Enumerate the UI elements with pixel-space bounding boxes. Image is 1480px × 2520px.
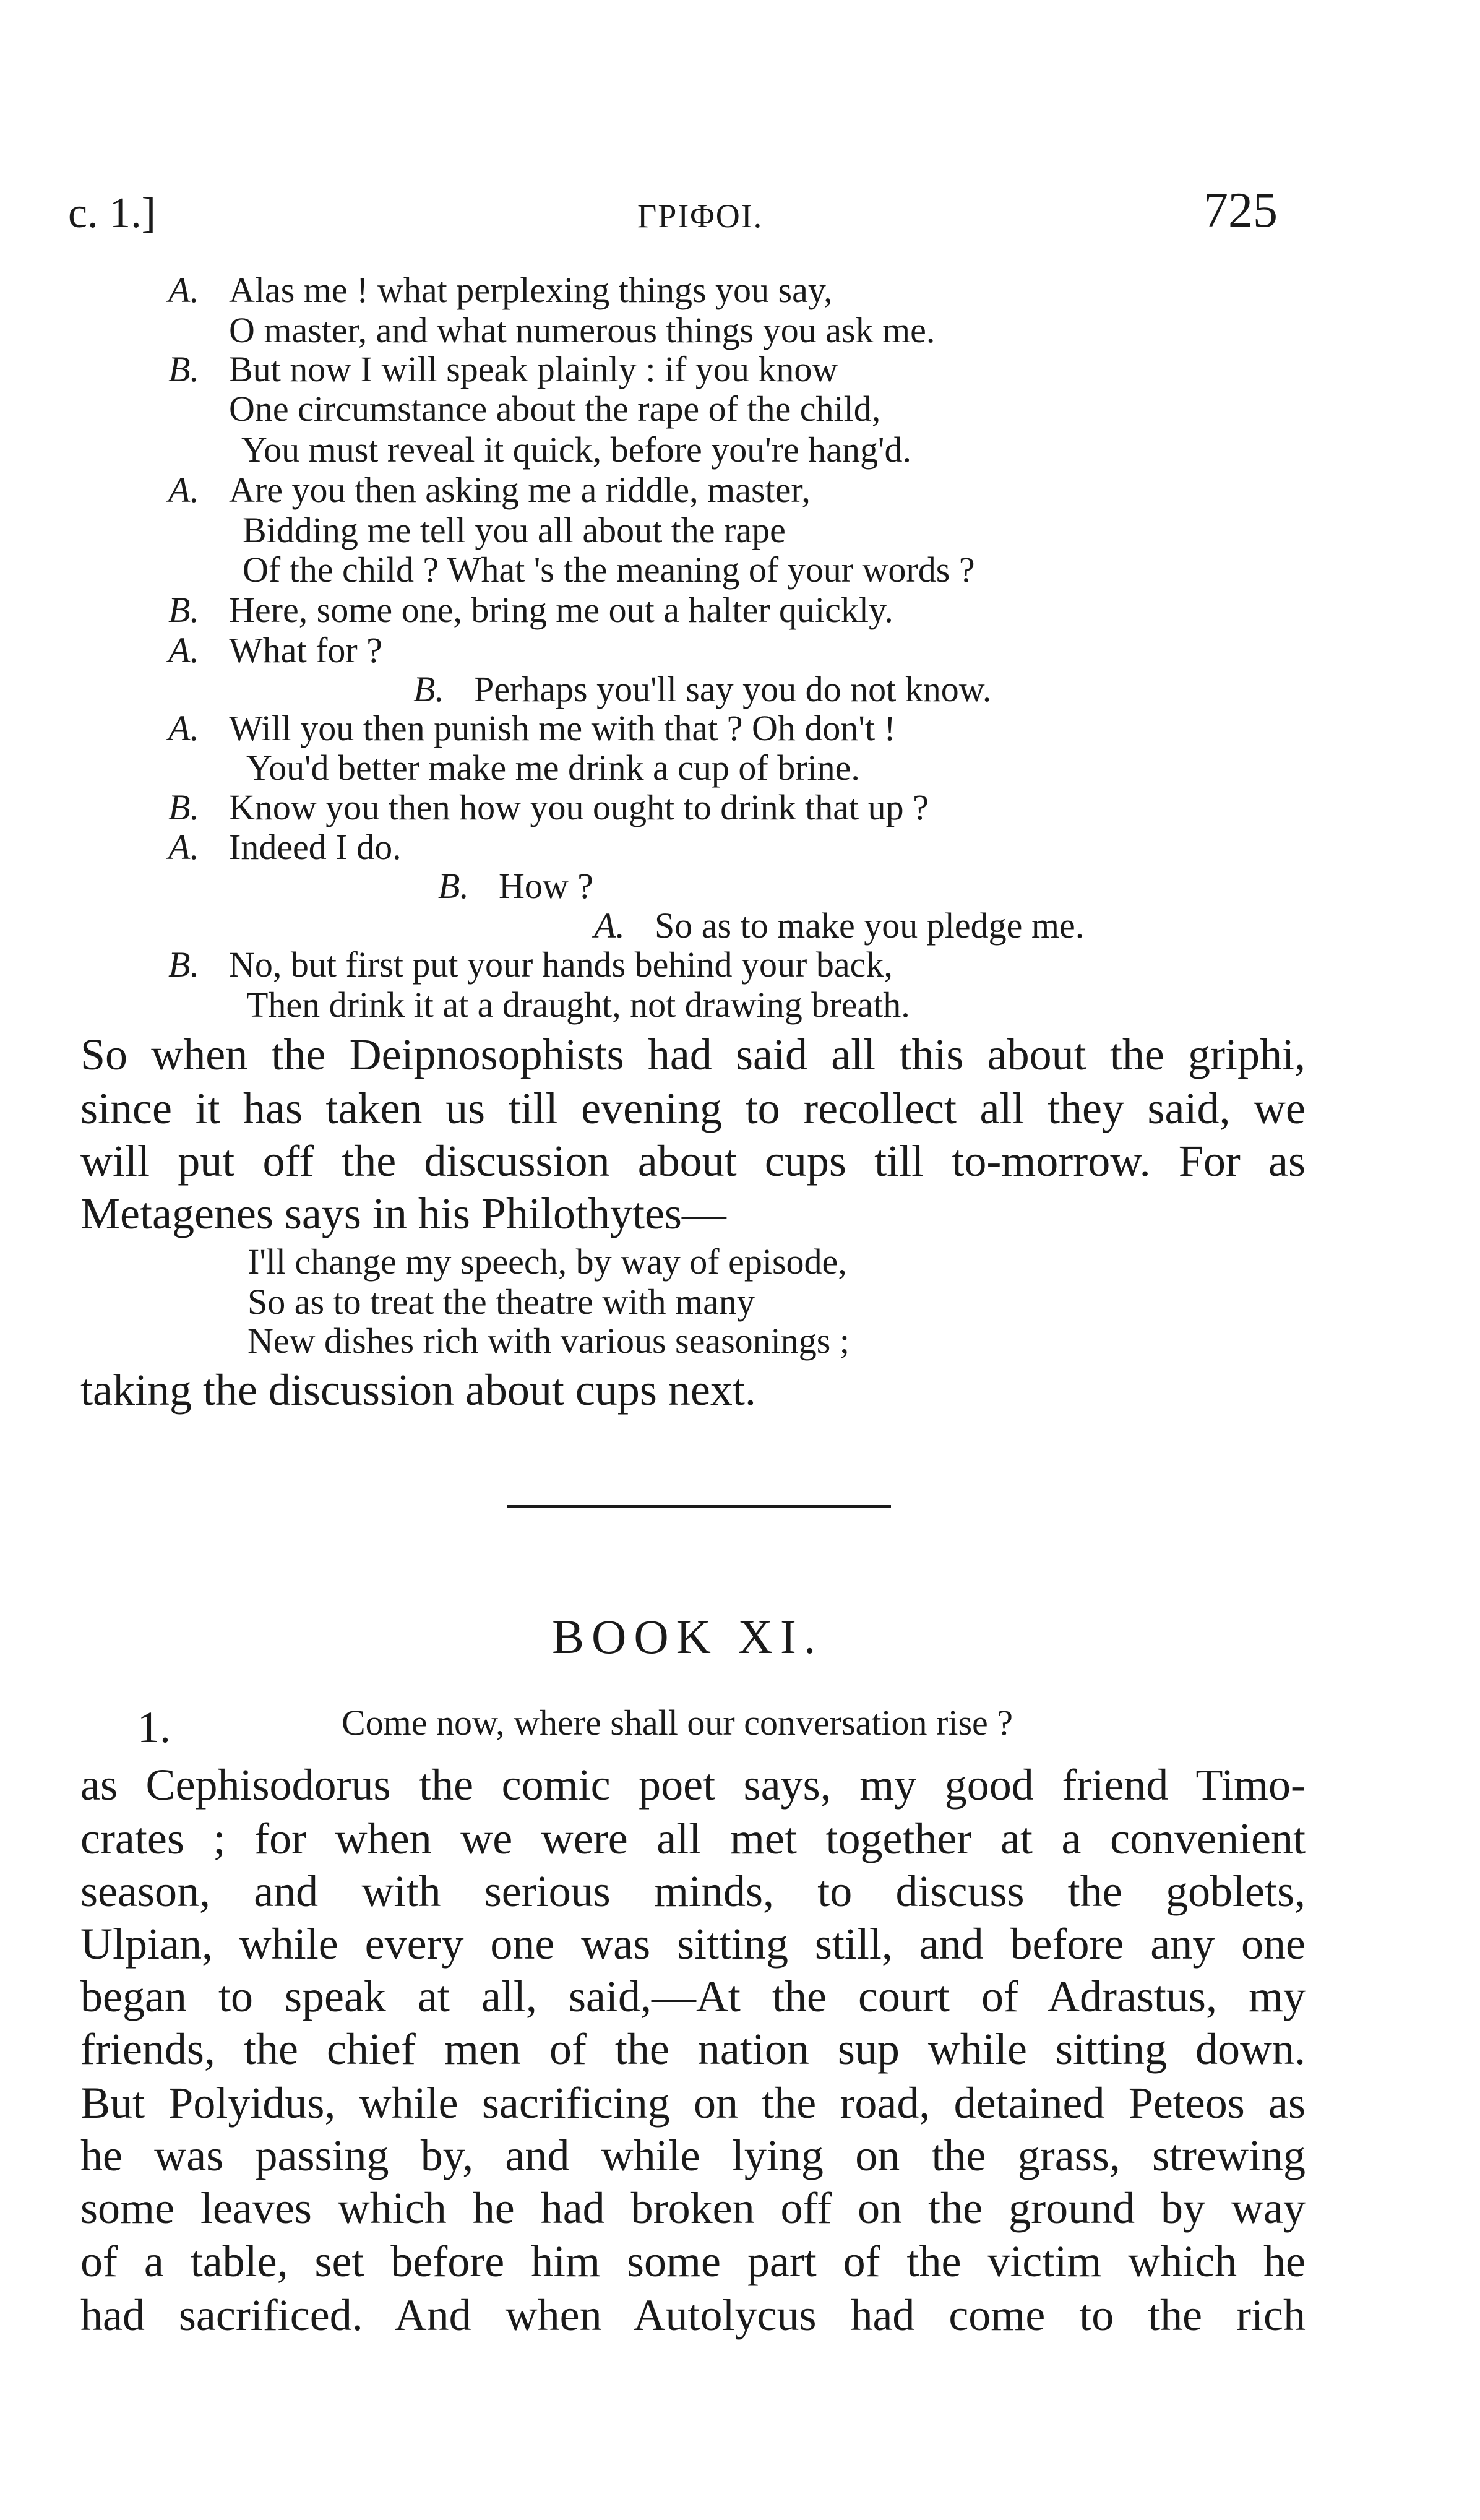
verse-quote-line: I'll change my speech, by way of episode,: [247, 1241, 847, 1282]
dialogue-line: B. How ?: [438, 866, 594, 906]
speaker-label: A.: [168, 470, 199, 510]
section-number: 1.: [137, 1702, 171, 1752]
dialogue-line: Of the child ? What 's the meaning of your words ?: [243, 550, 975, 590]
page-number: 725: [1203, 183, 1278, 238]
dialogue-line: A. Are you then asking me a riddle, master,: [168, 470, 811, 510]
running-head-section: c. 1.]: [68, 189, 156, 237]
dialogue-line: A. Indeed I do.: [168, 827, 402, 867]
speaker-label: A.: [168, 630, 199, 670]
dialogue-line: O master, and what numerous things you ask me.: [229, 310, 936, 350]
prose-line: as Cephisodorus the comic poet says, my good friend Timo-: [80, 1760, 1306, 1810]
prose-line: of a table, set before him some part of the victim which he: [80, 2237, 1306, 2286]
dialogue-line: A. Alas me ! what perplexing things you say,: [168, 270, 833, 310]
prose-line: Ulpian, while every one was sitting still, and before any one: [80, 1919, 1306, 1969]
speaker-label: A.: [594, 905, 625, 946]
prose-line: began to speak at all, said,—At the court of Adrastus, my: [80, 1972, 1306, 2021]
dialogue-line: B. Know you then how you ought to drink that up ?: [168, 787, 929, 827]
running-head-title: ΓΡΙΦΟΙ.: [637, 197, 764, 235]
dialogue-line: A. Will you then punish me with that ? Oh don't !: [168, 708, 896, 748]
speaker-label: B.: [413, 669, 444, 709]
opening-quote: Come now, where shall our conversation rise ?: [342, 1702, 1013, 1743]
prose-line: crates ; for when we were all met together at a convenient: [80, 1814, 1306, 1863]
dialogue-line: B. But now I will speak plainly : if you know: [168, 349, 838, 389]
prose-line: So when the Deipnosophists had said all this about the griphi,: [80, 1030, 1306, 1079]
section-divider: [507, 1505, 891, 1508]
verse-quote-line: New dishes rich with various seasonings ;: [247, 1321, 850, 1361]
prose-line: friends, the chief men of the nation sup while sitting down.: [80, 2024, 1306, 2074]
prose-line: But Polyidus, while sacrificing on the road, detained Peteos as: [80, 2078, 1306, 2128]
speaker-label: A.: [168, 708, 199, 748]
dialogue-line: One circumstance about the rape of the child,: [229, 389, 881, 429]
dialogue-line: You'd better make me drink a cup of brine.: [246, 748, 860, 788]
dialogue-line: B. Perhaps you'll say you do not know.: [413, 669, 992, 709]
prose-line: taking the discussion about cups next.: [80, 1365, 756, 1415]
speaker-label: B.: [168, 787, 199, 827]
prose-line: Metagenes says in his Philothytes—: [80, 1189, 726, 1238]
speaker-label: B.: [168, 944, 199, 985]
dialogue-line: Then drink it at a draught, not drawing breath.: [246, 985, 910, 1025]
prose-line: season, and with serious minds, to discuss the goblets,: [80, 1866, 1306, 1916]
dialogue-line: A. What for ?: [168, 630, 382, 670]
prose-line: had sacrificed. And when Autolycus had come to the rich: [80, 2290, 1306, 2340]
book-title: BOOK XI.: [552, 1610, 824, 1663]
speaker-label: B.: [168, 349, 199, 389]
prose-line: some leaves which he had broken off on the ground by way: [80, 2183, 1306, 2233]
dialogue-line: B. No, but first put your hands behind your back,: [168, 944, 893, 985]
speaker-label: B.: [168, 590, 199, 630]
speaker-label: A.: [168, 827, 199, 867]
dialogue-line: Bidding me tell you all about the rape: [243, 510, 786, 550]
speaker-label: A.: [168, 270, 199, 310]
dialogue-line: B. Here, some one, bring me out a halter quickly.: [168, 590, 893, 630]
dialogue-line: You must reveal it quick, before you're hang'd.: [241, 429, 911, 470]
dialogue-line: A. So as to make you pledge me.: [594, 905, 1085, 946]
prose-line: since it has taken us till evening to recollect all they said, we: [80, 1084, 1306, 1133]
verse-quote-line: So as to treat the theatre with many: [247, 1282, 755, 1322]
prose-line: he was passing by, and while lying on the grass, strewing: [80, 2131, 1306, 2180]
speaker-label: B.: [438, 866, 469, 906]
prose-line: will put off the discussion about cups till to-morrow. For as: [80, 1136, 1306, 1186]
